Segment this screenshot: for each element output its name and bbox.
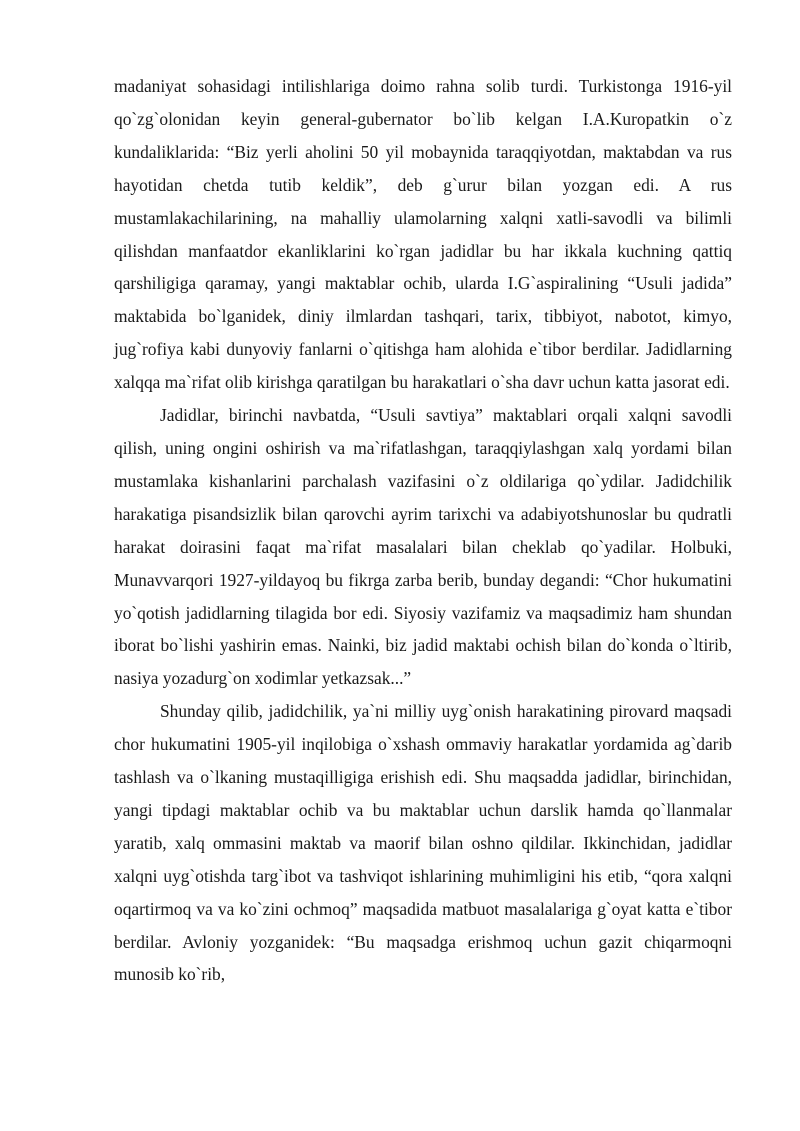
body-text: [114, 70, 732, 991]
paragraph-1: madaniyat sohasidagi intilishlariga doimo rahna solib turdi. Turkistonga 1916-yil qo`zg`olonidan keyin general-gubernator bo`lib kelgan I.A.Kuropatkin o`z kundaliklarida: “Biz yerli aholini 50 yil mobaynida taraqqiyotdan, maktabdan va rus hayotidan chetda tutib keldik”, deb g`urur bilan yozgan edi. A rus mustamlakachilarining, na mahalliy ulamolarning xalqni xatli-savodli va bilimli qilishdan manfaatdor ekanliklarini ko`rgan jadidlar bu har ikkala kuchning qattiq qarshiligiga qaramay, yangi maktablar ochib, ularda I.G`aspiralining “Usuli jadida” maktabida bo`lganidek, diniy ilmlardan tashqari, tarix, tibbiyot, nabotot, kimyo, jug`rofiya kabi dunyoviy fanlarni o`qitishga ham alohida e`tibor berdilar. Jadidlarning xalqqa ma`rifat olib kirishga qaratilgan bu harakatlari o`sha davr uchun katta jasorat edi.: [114, 76, 732, 393]
paragraph-2: Jadidlar, birinchi navbatda, “Usuli savtiya” maktablari orqali xalqni savodli qilish, uning ongini oshirish va ma`rifatlashgan, taraqqiylashgan xalq yordami bilan mustamlaka kishanlarini parchalash vazifasini o`z oldilariga qo`ydilar. Jadidchilik harakatiga pisandsizlik bilan qarovchi ayrim tarixchi va adabiyotshunoslar bu qudratli harakat doirasini faqat ma`rifat masalalari bilan cheklab qo`yadilar. Holbuki, Munavvarqori 1927-yildayoq bu fikrga zarba berib, bunday degandi: “Chor hukumatini yo`qotish jadidlarning tilagida bor edi. Siyosiy vazifamiz va maqsadimiz ham shundan iborat bo`lishi yashirin emas. Nainki, biz jadid maktabi ochish bilan do`konda o`ltirib, nasiya yozadurg`on xodimlar yetkazsak...”: [114, 405, 732, 689]
paragraph-3: Shunday qilib, jadidchilik, ya`ni milliy uyg`onish harakatining pirovard maqsadi chor hukumatini 1905-yil inqilobiga o`xshash ommaviy harakatlar yordamida ag`darib tashlash va o`lkaning mustaqilligiga erishish edi. Shu maqsadda jadidlar, birinchidan, yangi tipdagi maktablar ochib va bu maktablar uchun darslik hamda qo`llanmalar yaratib, xalq ommasini maktab va maorif bilan oshno qildilar. Ikkinchidan, jadidlar xalqni uyg`otishda targ`ibot va tashviqot ishlarining muhimligini his etib, “qora xalqni oqartirmoq va va ko`zini ochmoq” maqsadida matbuot masalalariga g`oyat katta e`tibor berdilar. Avloniy yozganidek: “Bu maqsadga erishmoq uchun gazit chiqarmoqni munosib ko`rib,: [114, 701, 732, 985]
